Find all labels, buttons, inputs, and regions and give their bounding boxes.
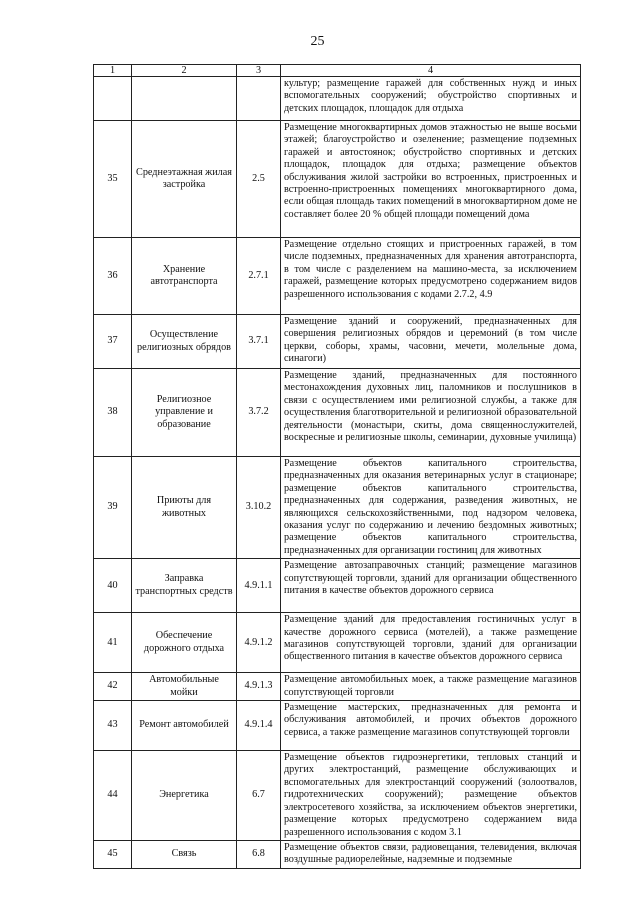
table-row: [94, 613, 581, 673]
table-header-row: [94, 65, 581, 77]
row-number: 37: [94, 315, 132, 369]
table-row: [94, 840, 581, 868]
table-row: [94, 238, 581, 315]
use-name: Ремонт автомобилей: [132, 701, 237, 751]
use-description: Размещение объектов гидроэнергетики, тепловых станций и других электростанций, размещение обслуживающих и вспомогательных для электростанций сооружений (золоотвалов, гидротехнических сооружений); размещение объектов электросетевого хозяйства, за исключением объектов энергетики, размещение которых предусмотрено содержанием вида разрешенного использования с кодом 3.1: [281, 751, 581, 841]
use-code: 3.7.2: [237, 369, 281, 457]
row-number: 36: [94, 238, 132, 315]
use-code: 3.7.1: [237, 315, 281, 369]
use-description: Размещение зданий, предназначенных для постоянного местонахождения духовных лиц, паломников и послушников в связи с осуществлением ими религиозной службы, а также для осуществления благотворительной и религиозной образовательной деятельности (монастыри, скиты, дома священнослужителей, воскресные и религиозные школы, семинарии, духовные училища): [281, 369, 581, 457]
row-number: 38: [94, 369, 132, 457]
use-name: Автомобильные мойки: [132, 673, 237, 701]
row-number: 41: [94, 613, 132, 673]
table-row: [94, 673, 581, 701]
use-name: Религиозное управление и образование: [132, 369, 237, 457]
use-code: 4.9.1.4: [237, 701, 281, 751]
use-description: Размещение объектов капитального строительства, предназначенных для оказания ветеринарных услуг в стационаре; размещение объектов капитального строительства, предназначенных для содержания, разведения животных, не являющихся сельскохозяйственными, под надзором человека, оказания услуг по содержанию и лечению бездомных животных; размещение объектов капитального строительства, предназначенных для организации гостиниц для животных: [281, 457, 581, 559]
use-name: Энергетика: [132, 751, 237, 841]
use-description: Размещение мастерских, предназначенных для ремонта и обслуживания автомобилей, и прочих объектов дорожного сервиса, а также размещение магазинов сопутствующей торговли: [281, 701, 581, 751]
use-code: 4.9.1.2: [237, 613, 281, 673]
use-description: Размещение отдельно стоящих и пристроенных гаражей, в том числе подземных, предназначенных для хранения автотранспорта, в том числе с разделением на машино-места, за исключением гаражей, размещение которых предусмотрено содержанием видов разрешенного использования с кодами 2.7.2, 4.9: [281, 238, 581, 315]
table-row: [94, 369, 581, 457]
table-row: [94, 121, 581, 238]
header-cell: 2: [132, 65, 237, 77]
table-row: [94, 77, 581, 121]
row-number: 45: [94, 840, 132, 868]
use-description: Размещение многоквартирных домов этажностью не выше восьми этажей; благоустройство и озеленение; размещение подземных гаражей и автостоянок; обустройство спортивных и детских площадок, площадок для отдыха; размещение объектов обслуживания жилой застройки во встроенных, пристроенных и встроенно-пристроенных помещениях многоквартирного дома, если общая площадь таких помещений в многоквартирном доме не составляет более 20 % общей площади помещений дома: [281, 121, 581, 238]
table-row: [94, 457, 581, 559]
use-description: Размещение зданий для предоставления гостиничных услуг в качестве дорожного сервиса (мотелей), а также размещение магазинов сопутствующей торговли, зданий для организации общественного питания в качестве объектов дорожного сервиса: [281, 613, 581, 673]
use-name: Приюты для животных: [132, 457, 237, 559]
use-name: Среднеэтажная жилая застройка: [132, 121, 237, 238]
use-description: Размещение автомобильных моек, а также размещение магазинов сопутствующей торговли: [281, 673, 581, 701]
row-number: 35: [94, 121, 132, 238]
table-row: [94, 751, 581, 841]
table-row: [94, 315, 581, 369]
use-code: [237, 77, 281, 121]
table-row: [94, 701, 581, 751]
use-name: Осуществление религиозных обрядов: [132, 315, 237, 369]
row-number: 43: [94, 701, 132, 751]
header-cell: 1: [94, 65, 132, 77]
row-number: 40: [94, 559, 132, 613]
use-name: Хранение автотранспорта: [132, 238, 237, 315]
header-cell: 4: [281, 65, 581, 77]
row-number: [94, 77, 132, 121]
page-number: 25: [310, 34, 325, 49]
header-cell: 3: [237, 65, 281, 77]
use-name: [132, 77, 237, 121]
use-code: 6.8: [237, 840, 281, 868]
row-number: 44: [94, 751, 132, 841]
use-code: 2.7.1: [237, 238, 281, 315]
land-use-table: [93, 64, 581, 869]
use-code: 6.7: [237, 751, 281, 841]
use-name: Обеспечение дорожного отдыха: [132, 613, 237, 673]
use-description: Размещение объектов связи, радиовещания, телевидения, включая воздушные радиорелейные, надземные и подземные: [281, 840, 581, 868]
table-row: [94, 559, 581, 613]
use-name: Связь: [132, 840, 237, 868]
row-number: 39: [94, 457, 132, 559]
use-code: 3.10.2: [237, 457, 281, 559]
use-name: Заправка транспортных средств: [132, 559, 237, 613]
use-description: Размещение автозаправочных станций; размещение магазинов сопутствующей торговли, зданий для организации общественного питания в качестве объектов дорожного сервиса: [281, 559, 581, 613]
row-number: 42: [94, 673, 132, 701]
use-description: культур; размещение гаражей для собственных нужд и иных вспомогательных сооружений; обустройство спортивных и детских площадок, площадок для отдыха: [281, 77, 581, 121]
use-code: 4.9.1.3: [237, 673, 281, 701]
use-description: Размещение зданий и сооружений, предназначенных для совершения религиозных обрядов и церемоний (в том числе церкви, соборы, храмы, часовни, мечети, молельные дома, синагоги): [281, 315, 581, 369]
use-code: 2.5: [237, 121, 281, 238]
use-code: 4.9.1.1: [237, 559, 281, 613]
